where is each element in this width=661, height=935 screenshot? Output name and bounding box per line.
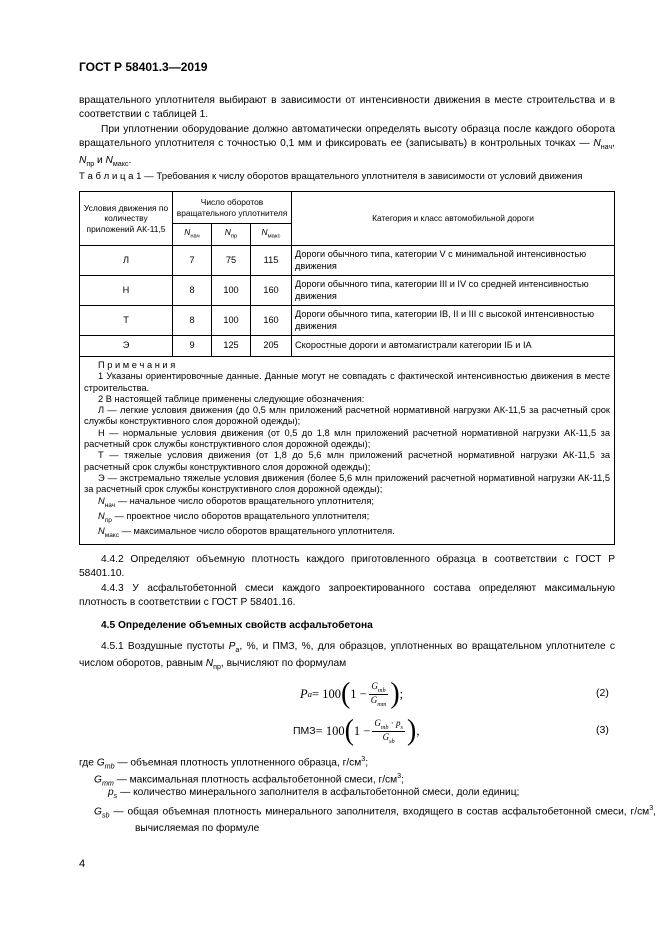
header-rotation-count: Число оборотов вращательного уплотнителя xyxy=(173,192,292,224)
intro-paragraph-1: вращательного уплотнителя выбирают в зависимости от интенсивности движения в месте строительства и в соответствии с таблицей 1. xyxy=(79,95,615,120)
row-n-max: 160 xyxy=(251,306,292,336)
formula-3-number: (3) xyxy=(596,724,609,736)
intro-paragraph-2: При уплотнении оборудование должно автоматически определять высоту образца после каждого оборота вращательного уплотнителя с точностью 0,1 мм и фиксировать ее (записывать) в контрольных точках — $N_{нач}$, $N_{пр}$ и $N_{макс}$. xyxy=(79,124,615,169)
document-header: ГОСТ Р 58401.3—2019 xyxy=(79,60,208,74)
row-n-max: 205 xyxy=(251,336,292,357)
header-conditions: Условия движения по количеству приложений АК-11,5 xyxy=(80,192,173,246)
rotation-requirements-table xyxy=(79,191,615,545)
section-4-4-3: 4.4.3 У асфальтобетонной смеси каждого запроектированного состава определяют максимальную плотность в соответствии с ГОСТ Р 58401.16. xyxy=(79,583,615,608)
row-n-design: 125 xyxy=(212,336,251,357)
row-n-start: 9 xyxy=(173,336,212,357)
row-condition: Т xyxy=(80,306,173,336)
table-row xyxy=(80,246,615,276)
header-category: Категория и класс автомобильной дороги xyxy=(292,192,615,246)
header-n-start: $N_{нач}$ xyxy=(173,224,212,246)
row-condition: Л xyxy=(80,246,173,276)
note-n-max: $N_{макс}$ — максимальное число оборотов вращательного уплотнителя. xyxy=(98,525,395,539)
note-heavy: Т — тяжелые условия движения (от 1,8 до 5,6 млн приложений расчетной нормативной нагрузки АК-11,5 за расчетный срок службы конструктивного слоя дорожной одежды); xyxy=(84,450,610,472)
note-1: 1 Указаны ориентировочные данные. Данные могут не совпадать с фактической интенсивностью движения в месте строительства. xyxy=(84,371,610,393)
note-extreme: Э — экстремально тяжелые условия движения (более 5,6 млн приложений расчетной нормативной нагрузки АК-11,5 за расчетный срок службы конструктивного слоя дорожной одежды); xyxy=(84,472,610,495)
row-n-design: 100 xyxy=(212,276,251,306)
note-2: 2 В настоящей таблице применены следующие обозначения: xyxy=(98,393,365,404)
formula-3: ПМЗ = 100 ( 1 − $\frac{G_{mb} \cdot p_s}{G_{sb}}$ ) , xyxy=(293,714,420,747)
row-condition: Э xyxy=(80,336,173,357)
row-n-design: 75 xyxy=(212,246,251,276)
table-notes xyxy=(80,357,615,545)
note-light: Л — легкие условия движения (до 0,5 млн приложений расчетной нормативной нагрузки АК-11,5 за расчетный срок службы конструктивного слоя дорожной одежды); xyxy=(84,405,610,427)
table-row xyxy=(80,336,615,357)
row-n-start: 7 xyxy=(173,246,212,276)
header-n-design: $N_{пр}$ xyxy=(212,224,251,246)
formula-2-number: (2) xyxy=(596,687,609,699)
note-n-design: $N_{пр}$ — проектное число оборотов вращательного уплотнителя; xyxy=(98,510,370,524)
note-n-start: $N_{нач}$ — начальное число оборотов вращательного уплотнителя; xyxy=(98,495,374,509)
row-category: Скоростные дороги и автомагистрали категории IБ и IA xyxy=(292,336,615,357)
row-n-start: 8 xyxy=(173,276,212,306)
table-row xyxy=(80,276,615,306)
definition-gmm: $G_{mm}$ — максимальная плотность асфальтобетонной смеси, $г/см^3$; xyxy=(94,772,404,788)
row-n-start: 8 xyxy=(173,306,212,336)
notes-title: П р и м е ч а н и я xyxy=(98,360,176,370)
header-n-max: $N_{макс}$ xyxy=(251,224,292,246)
row-n-max: 115 xyxy=(251,246,292,276)
formula-2: P a = 100 ( 1 − $\frac{G_{mb}}{G_{mm}}$ ) ; xyxy=(300,677,404,710)
section-4-5-heading: 4.5 Определение объемных свойств асфальтобетона xyxy=(101,620,373,631)
table-row xyxy=(80,306,615,336)
row-category: Дороги обычного типа, категории III и IV со средней интенсивностью движения xyxy=(292,276,615,306)
row-n-max: 160 xyxy=(251,276,292,306)
page-number: 4 xyxy=(79,858,86,870)
row-n-design: 100 xyxy=(212,306,251,336)
row-condition: Н xyxy=(80,276,173,306)
row-category: Дороги обычного типа, категории V с минимальной интенсивностью движения xyxy=(292,246,615,276)
row-category: Дороги обычного типа, категории IB, II и III с высокой интенсивностью движения xyxy=(292,306,615,336)
definition-ps: $p_s$ — количество минерального заполнителя в асфальтобетонной смеси, доли единиц; xyxy=(108,787,520,801)
definition-gmb: где $G_{mb}$ — объемная плотность уплотненного образца, $г/см^3$; xyxy=(79,755,369,771)
section-4-5-1: 4.5.1 Воздушные пустоты $P_a$, %, и ПМЗ, %, для образцов, уплотненных во вращательном уплотнителе с числом оборотов, равным $N_{пр}$, вычисляют по формулам xyxy=(79,641,615,672)
table-caption: Т а б л и ц а 1 — Требования к числу оборотов вращательного уплотнителя в зависимости от условий движения xyxy=(79,171,583,182)
definition-gsb: $G_{sb}$ — общая объемная плотность минерального заполнителя, входящего в состав асфальтобетонной смеси, $г/см^3$, вычисляемая по формуле xyxy=(94,804,656,835)
note-normal: Н — нормальные условия движения (от 0,5 до 1,8 млн приложений расчетной нормативной нагрузки АК-11,5 за расчетный срок службы конструктивного слоя дорожной одежды); xyxy=(84,427,610,450)
section-4-4-2: 4.4.2 Определяют объемную плотность каждого приготовленного образца в соответствии с ГОСТ Р 58401.10. xyxy=(79,554,615,579)
